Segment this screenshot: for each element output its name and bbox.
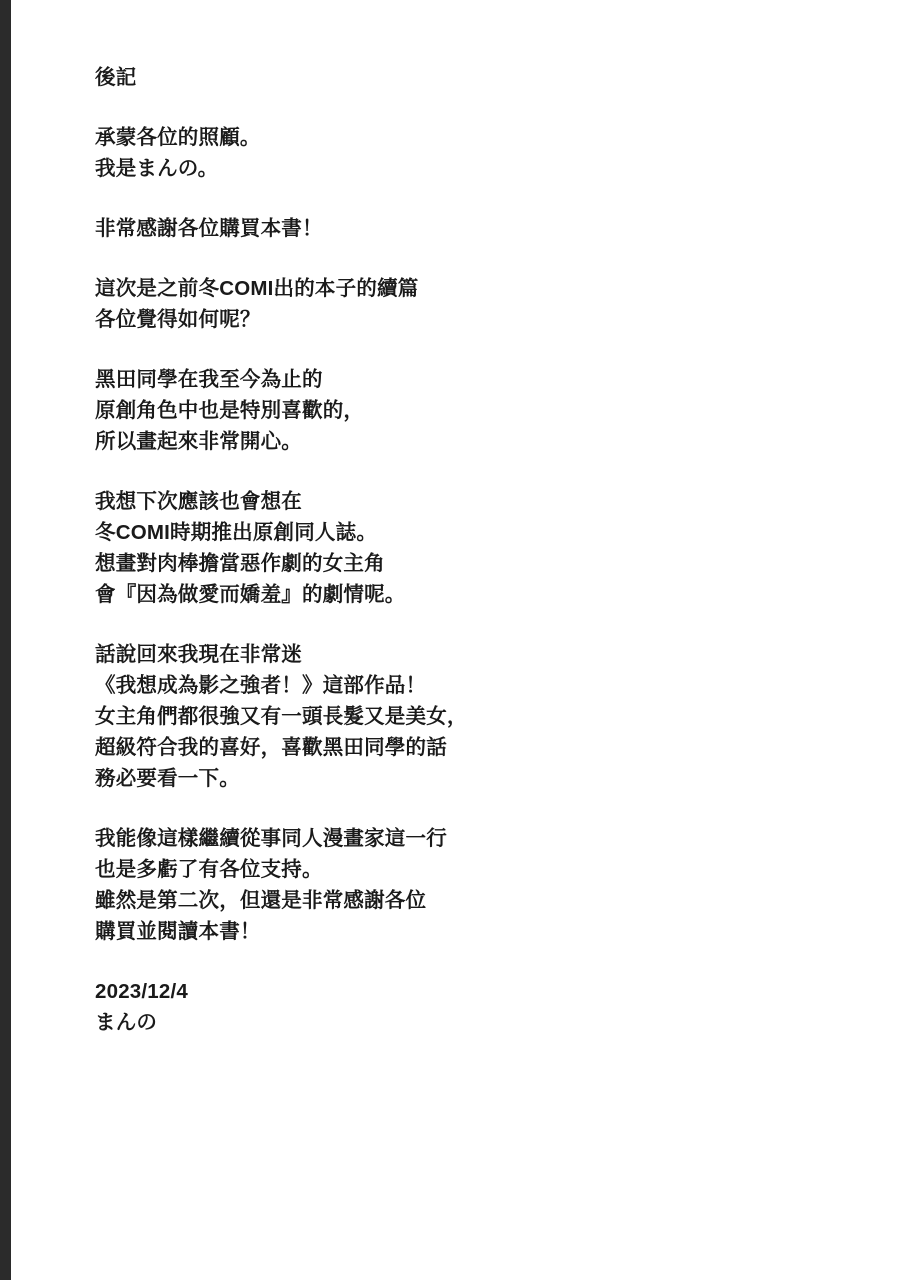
signature-block	[95, 976, 835, 1038]
page-gutter-bar	[0, 0, 11, 1280]
paragraph-line: 我想下次應該也會想在	[95, 490, 302, 513]
closing-block	[95, 823, 835, 947]
thanks-block	[95, 213, 835, 244]
paragraph-line: 務必要看一下。	[95, 767, 240, 790]
paragraph-line: 女主角們都很強又有一頭長髮又是美女，	[95, 705, 468, 728]
next-plan-block	[95, 486, 835, 610]
paragraph-line: 想畫對肉棒擔當惡作劇的女主角	[95, 552, 385, 575]
paragraph-line: 購買並閱讀本書！	[95, 920, 261, 943]
paragraph-line: 非常感謝各位購買本書！	[95, 217, 323, 240]
paragraph-line: 也是多虧了有各位支持。	[95, 858, 323, 881]
signature-date: 2023/12/4	[95, 980, 188, 1003]
paragraph-line: 《我想成為影之強者！》這部作品！	[95, 674, 427, 697]
sequel-block	[95, 273, 835, 335]
afterword-content	[95, 62, 835, 1038]
paragraph-line: 我能像這樣繼續從事同人漫畫家這一行	[95, 827, 447, 850]
afterword-heading	[95, 62, 835, 93]
paragraph-line: 所以畫起來非常開心。	[95, 430, 302, 453]
paragraph-line: 各位覺得如何呢？	[95, 308, 261, 331]
paragraph-line: 承蒙各位的照顧。	[95, 126, 261, 149]
paragraph-line: 這次是之前冬COMI出的本子的續篇	[95, 277, 419, 300]
paragraph-line: 原創角色中也是特別喜歡的，	[95, 399, 365, 422]
paragraph-line: 超級符合我的喜好，喜歡黑田同學的話	[95, 736, 447, 759]
paragraph-line: 話說回來我現在非常迷	[95, 643, 302, 666]
paragraph-line: 冬COMI時期推出原創同人誌。	[95, 521, 378, 544]
greeting-block	[95, 122, 835, 184]
signature-author: まんの	[95, 1011, 158, 1034]
paragraph-line: 黑田同學在我至今為止的	[95, 368, 323, 391]
recommendation-block	[95, 639, 835, 794]
heading-line: 後記	[95, 66, 137, 89]
paragraph-line: 我是まんの。	[95, 157, 219, 180]
paragraph-line: 會『因為做愛而嬌羞』的劇情呢。	[95, 583, 406, 606]
paragraph-line: 雖然是第二次，但還是非常感謝各位	[95, 889, 427, 912]
kuroda-block	[95, 364, 835, 457]
